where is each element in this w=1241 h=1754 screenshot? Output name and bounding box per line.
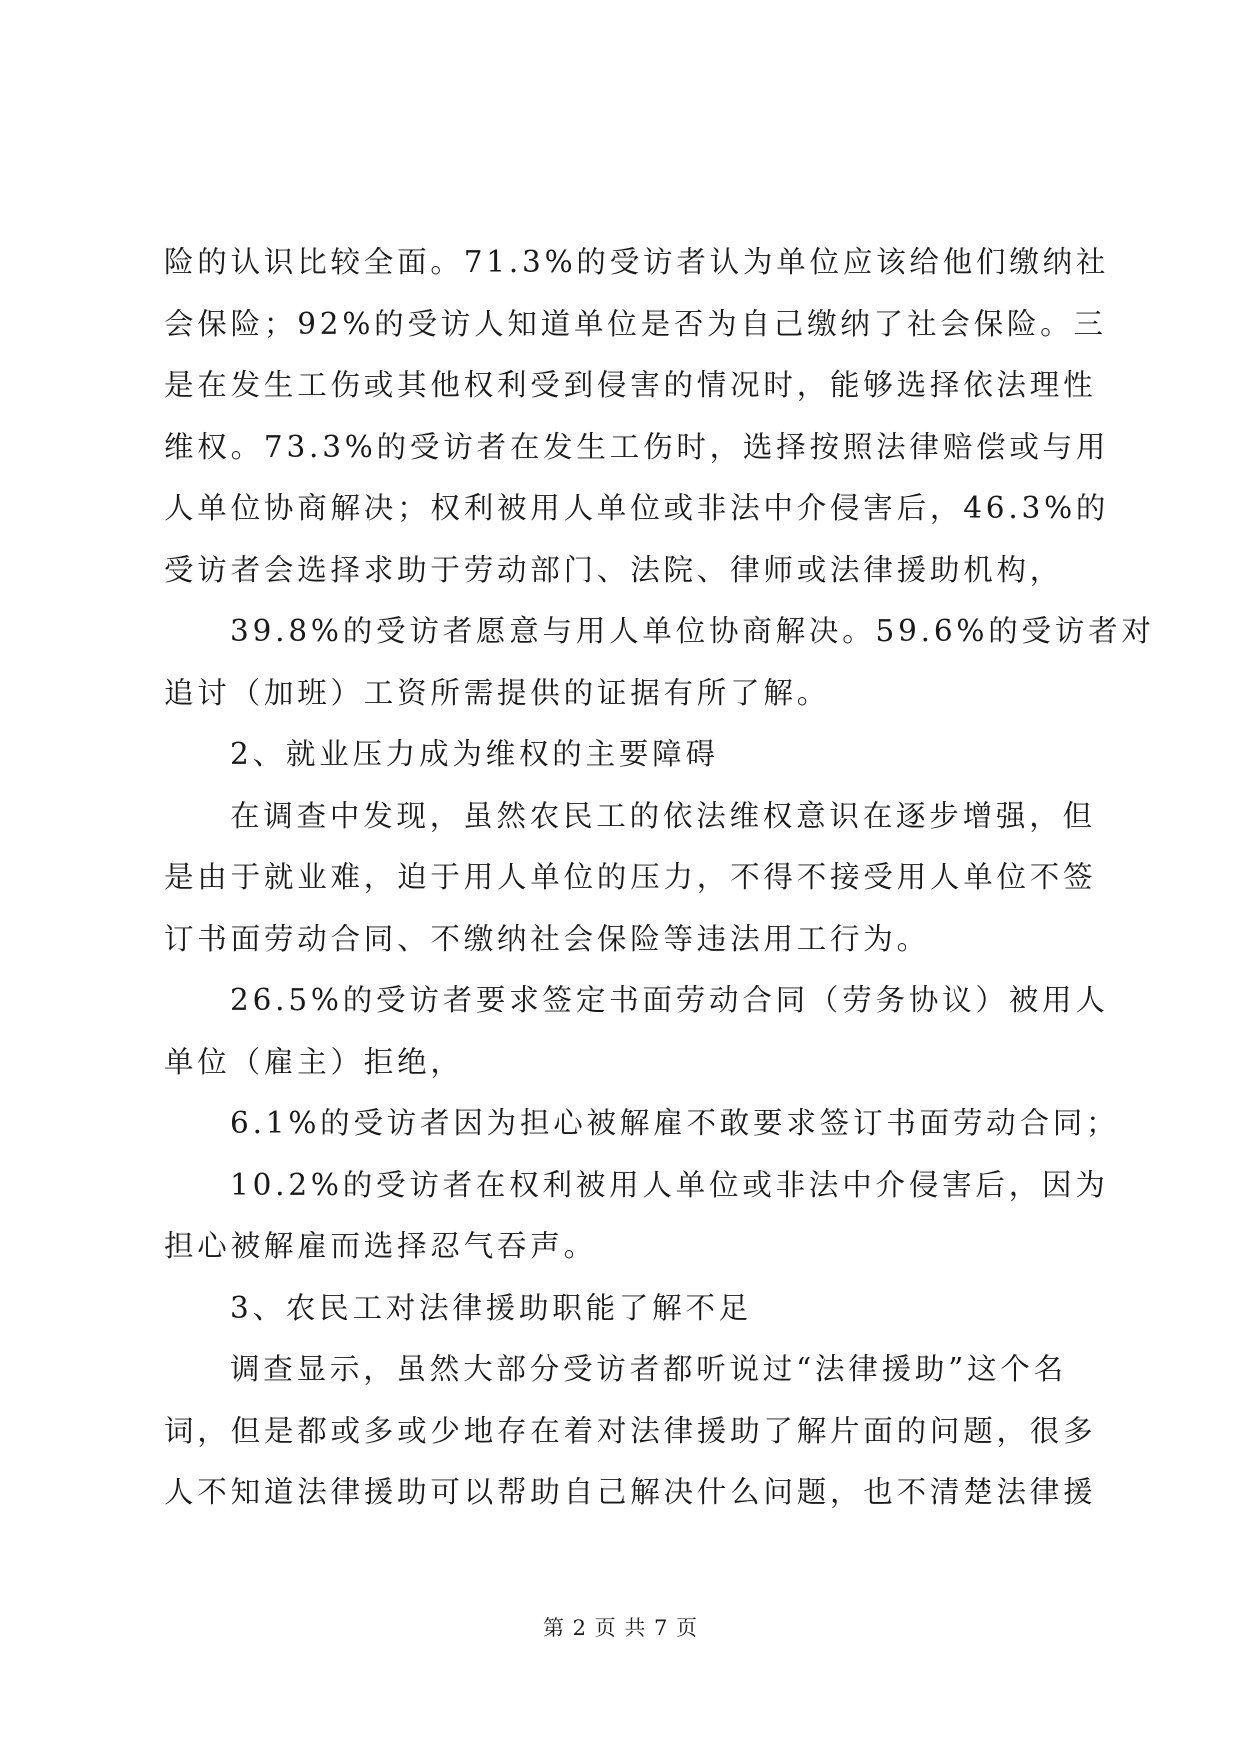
text-line: 担心被解雇而选择忍气吞声。	[164, 1229, 597, 1263]
text-line: 受访者会选择求助于劳动部门、法院、律师或法律援助机构，	[164, 552, 1064, 587]
text-line: 险的认识比较全面。71.3%的受访者认为单位应该给他们缴纳社	[164, 245, 1110, 279]
text-line: 人不知道法律援助可以帮助自己解决什么问题，也不清楚法律援	[164, 1475, 1097, 1509]
text-line: 调查显示，虽然大部分受访者都听说过“法律援助”这个名	[230, 1352, 1067, 1386]
text-line: 26.5%的受访者要求签定书面劳动合同（劳务协议）被用人	[230, 983, 1109, 1017]
text-line: 追讨（加班）工资所需提供的证据有所了解。	[164, 675, 831, 710]
text-line: 是由于就业难，迫于用人单位的压力，不得不接受用人单位不签	[164, 860, 1097, 894]
text-line: 单位（雇主）拒绝，	[164, 1044, 464, 1079]
text-line: 是在发生工伤或其他权利受到侵害的情况时，能够选择依法理性	[164, 368, 1097, 402]
page-number-footer: 第 2 页 共 7 页	[542, 1616, 699, 1640]
text-line: 词，但是都或多或少地存在着对法律援助了解片面的问题，很多	[164, 1413, 1097, 1448]
text-line: 在调查中发现，虽然农民工的依法维权意识在逐步增强，但	[230, 798, 1096, 833]
section-heading: 3、农民工对法律援助职能了解不足	[230, 1290, 753, 1325]
text-line: 6.1%的受访者因为担心被解雇不敢要求签订书面劳动合同；	[230, 1106, 1120, 1140]
text-line: 会保险；92%的受访人知道单位是否为自己缴纳了社会保险。三	[164, 306, 1107, 341]
document-body	[164, 232, 1155, 1524]
text-line: 维权。73.3%的受访者在发生工伤时，选择按照法律赔偿或与用	[164, 429, 1110, 464]
text-line: 10.2%的受访者在权利被用人单位或非法中介侵害后，因为	[230, 1167, 1109, 1202]
section-heading: 2、就业压力成为维权的主要障碍	[230, 737, 719, 771]
text-line: 39.8%的受访者愿意与用人单位协商解决。59.6%的受访者对	[230, 614, 1155, 648]
text-line: 订书面劳动合同、不缴纳社会保险等违法用工行为。	[164, 921, 930, 956]
text-line: 人单位协商解决；权利被用人单位或非法中介侵害后，46.3%的	[164, 491, 1110, 525]
